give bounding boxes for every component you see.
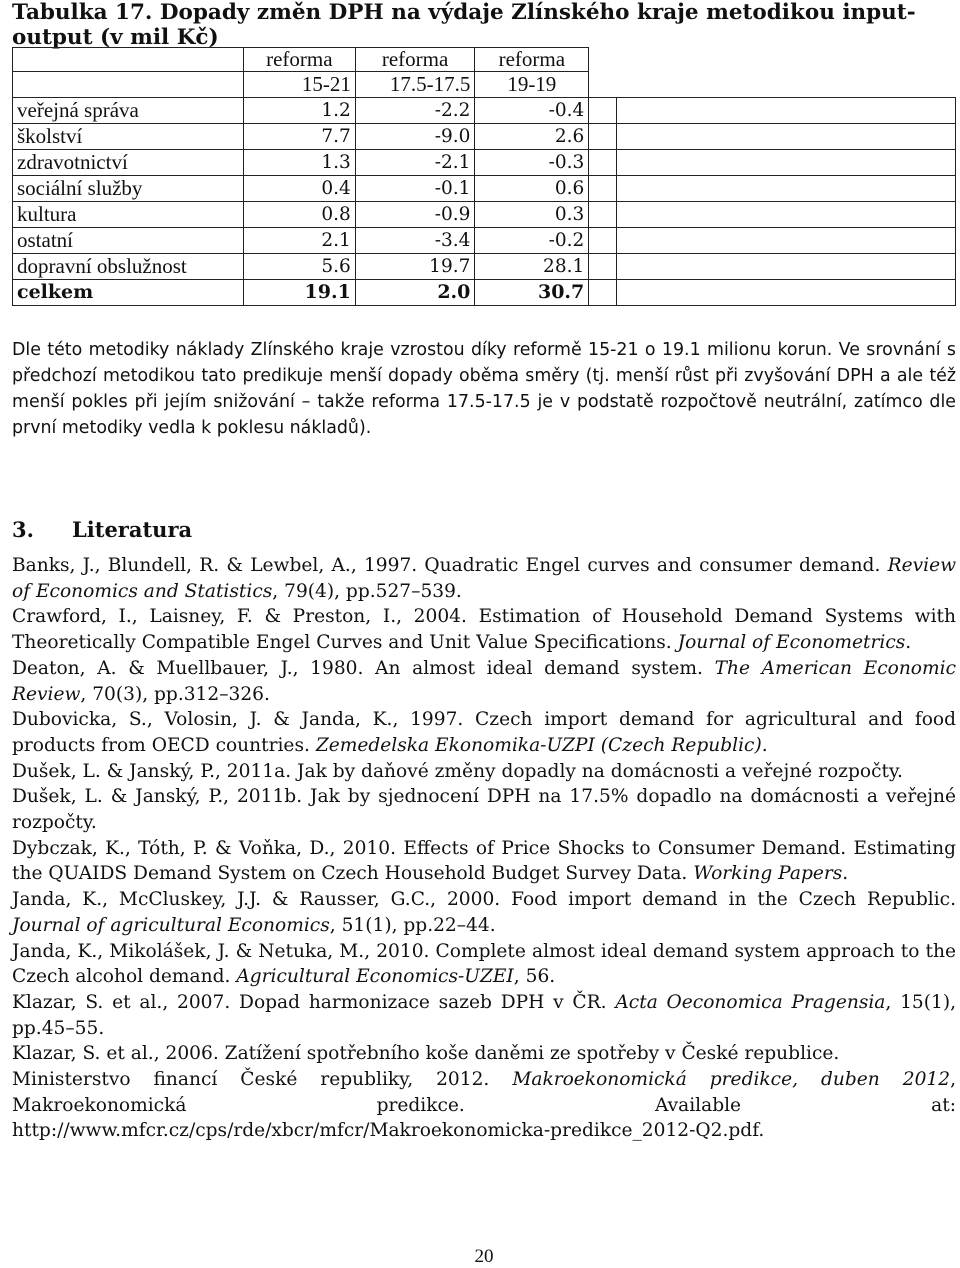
table-row	[13, 254, 956, 280]
cell: -0.3	[475, 150, 589, 176]
header-col-1: reforma	[243, 48, 355, 72]
section-number: 3.	[12, 517, 34, 542]
table-header-row	[13, 48, 956, 72]
body-paragraph: Dle této metodiky náklady Zlínského kraje vzrostou díky reformě 15-21 o 19.1 milionu korun. Ve srovnání s předchozí metodikou tato predikuje menší dopady oběma směry (tj. menší růst při zvyšování DPH a ale též menší pokles při jejím snižování – takže reforma 17.5-17.5 je v podstatě rozpočtově neutrální, zatímco dle první metodiky vedla k poklesu nákladů).	[12, 340, 956, 438]
cell: -0.2	[475, 228, 589, 254]
header-col-2-sub: 17.5-17.5	[355, 72, 475, 98]
reference-item: Janda, K., McCluskey, J.J. & Rausser, G.C., 2000. Food import demand in the Czech Republic. Journal of agricultural Economics, 51(1), pp.22–44.	[12, 889, 956, 936]
cell: 2.6	[475, 124, 589, 150]
table-row	[13, 228, 956, 254]
reference-item: Janda, K., Mikolášek, J. & Netuka, M., 2010. Complete almost ideal demand system approach to the Czech alcohol demand. Agricultural Economics-UZEI, 56.	[12, 940, 956, 988]
cell: 19.7	[355, 254, 475, 280]
total-label: celkem	[13, 280, 244, 306]
cell: 0.8	[243, 202, 355, 228]
reference-item: Banks, J., Blundell, R. & Lewbel, A., 1997. Quadratic Engel curves and consumer demand. Review of Economics and Statistics, 79(4), pp.527–539.	[12, 555, 956, 602]
cell: 2.1	[243, 228, 355, 254]
table-row	[13, 202, 956, 228]
table-row	[13, 176, 956, 202]
cell: -0.4	[475, 98, 589, 124]
row-label: školství	[13, 124, 244, 150]
reference-item: Dybczak, K., Tóth, P. & Voňka, D., 2010. Effects of Price Shocks to Consumer Demand. Estimating the QUAIDS Demand System on Czech Household Budget Survey Data. Working Papers.	[12, 837, 956, 885]
cell: -3.4	[355, 228, 475, 254]
reference-item: Ministerstvo financí České republiky, 2012. Makroekonomická predikce, duben 2012, Makroekonomická predikce. Available at:	[12, 1069, 956, 1116]
total-cell: 2.0	[355, 280, 475, 306]
row-label: ostatní	[13, 228, 244, 254]
vat-impact-table	[12, 47, 956, 306]
cell: 7.7	[243, 124, 355, 150]
cell: 1.3	[243, 150, 355, 176]
cell: -9.0	[355, 124, 475, 150]
reference-item: Dušek, L. & Janský, P., 2011b. Jak by sjednocení DPH na 17.5% dopadlo na domácnosti a veřejné rozpočty.	[12, 786, 956, 834]
reference-item: Klazar, S. et al., 2006. Zatížení spotřebního koše daněmi ze spotřeby v České republice.	[12, 1043, 840, 1065]
cell: -2.1	[355, 150, 475, 176]
cell: -0.1	[355, 176, 475, 202]
reference-list	[12, 553, 956, 1144]
table-total-row	[13, 280, 956, 306]
row-label: dopravní obslužnost	[13, 254, 244, 280]
header-empty	[13, 48, 244, 72]
cell: 0.4	[243, 176, 355, 202]
page-number: 20	[474, 1246, 494, 1267]
header-col-3: reforma	[475, 48, 589, 72]
row-label: veřejná správa	[13, 98, 244, 124]
table-header-row-2	[13, 72, 956, 98]
cell: 0.6	[475, 176, 589, 202]
table-row	[13, 124, 956, 150]
table-row	[13, 98, 956, 124]
cell: -0.9	[355, 202, 475, 228]
cell: 0.3	[475, 202, 589, 228]
section-heading	[12, 516, 192, 544]
header-col-3-sub: 19-19	[475, 72, 589, 98]
reference-item: Klazar, S. et al., 2007. Dopad harmonizace sazeb DPH v ČR. Acta Oeconomica Pragensia, 15(1), pp.45–55.	[12, 991, 957, 1039]
reference-item: Dušek, L. & Janský, P., 2011a. Jak by daňové změny dopadly na domácnosti a veřejné rozpočty.	[12, 760, 903, 782]
row-label: zdravotnictví	[13, 150, 244, 176]
reference-url: http://www.mfcr.cz/cps/rde/xbcr/mfcr/Makroekonomicka-predikce_2012-Q2.pdf.	[12, 1120, 765, 1142]
reference-item: Deaton, A. & Muellbauer, J., 1980. An almost ideal demand system. The American Economic Review, 70(3), pp.312–326.	[12, 657, 956, 705]
cell: 1.2	[243, 98, 355, 124]
table-row	[13, 150, 956, 176]
cell: -2.2	[355, 98, 475, 124]
total-cell: 19.1	[243, 280, 355, 306]
row-label: sociální služby	[13, 176, 244, 202]
row-label: kultura	[13, 202, 244, 228]
cell: 5.6	[243, 254, 355, 280]
reference-item: Crawford, I., Laisney, F. & Preston, I., 2004. Estimation of Household Demand Systems with Theoretically Compatible Engel Curves and Unit Value Specifications. Journal of Econometrics.	[12, 606, 956, 654]
header-col-2: reforma	[355, 48, 475, 72]
reference-item: Dubovicka, S., Volosin, J. & Janda, K., 1997. Czech import demand for agricultural and food products from OECD countries. Zemedelska Ekonomika-UZPI (Czech Republic).	[12, 709, 956, 756]
header-col-1-sub: 15-21	[243, 72, 355, 98]
total-cell: 30.7	[475, 280, 589, 306]
section-title: Literatura	[72, 517, 193, 542]
cell: 28.1	[475, 254, 589, 280]
table-caption: Tabulka 17. Dopady změn DPH na výdaje Zlínského kraje metodikou input-output (v mil Kč)	[12, 0, 916, 50]
